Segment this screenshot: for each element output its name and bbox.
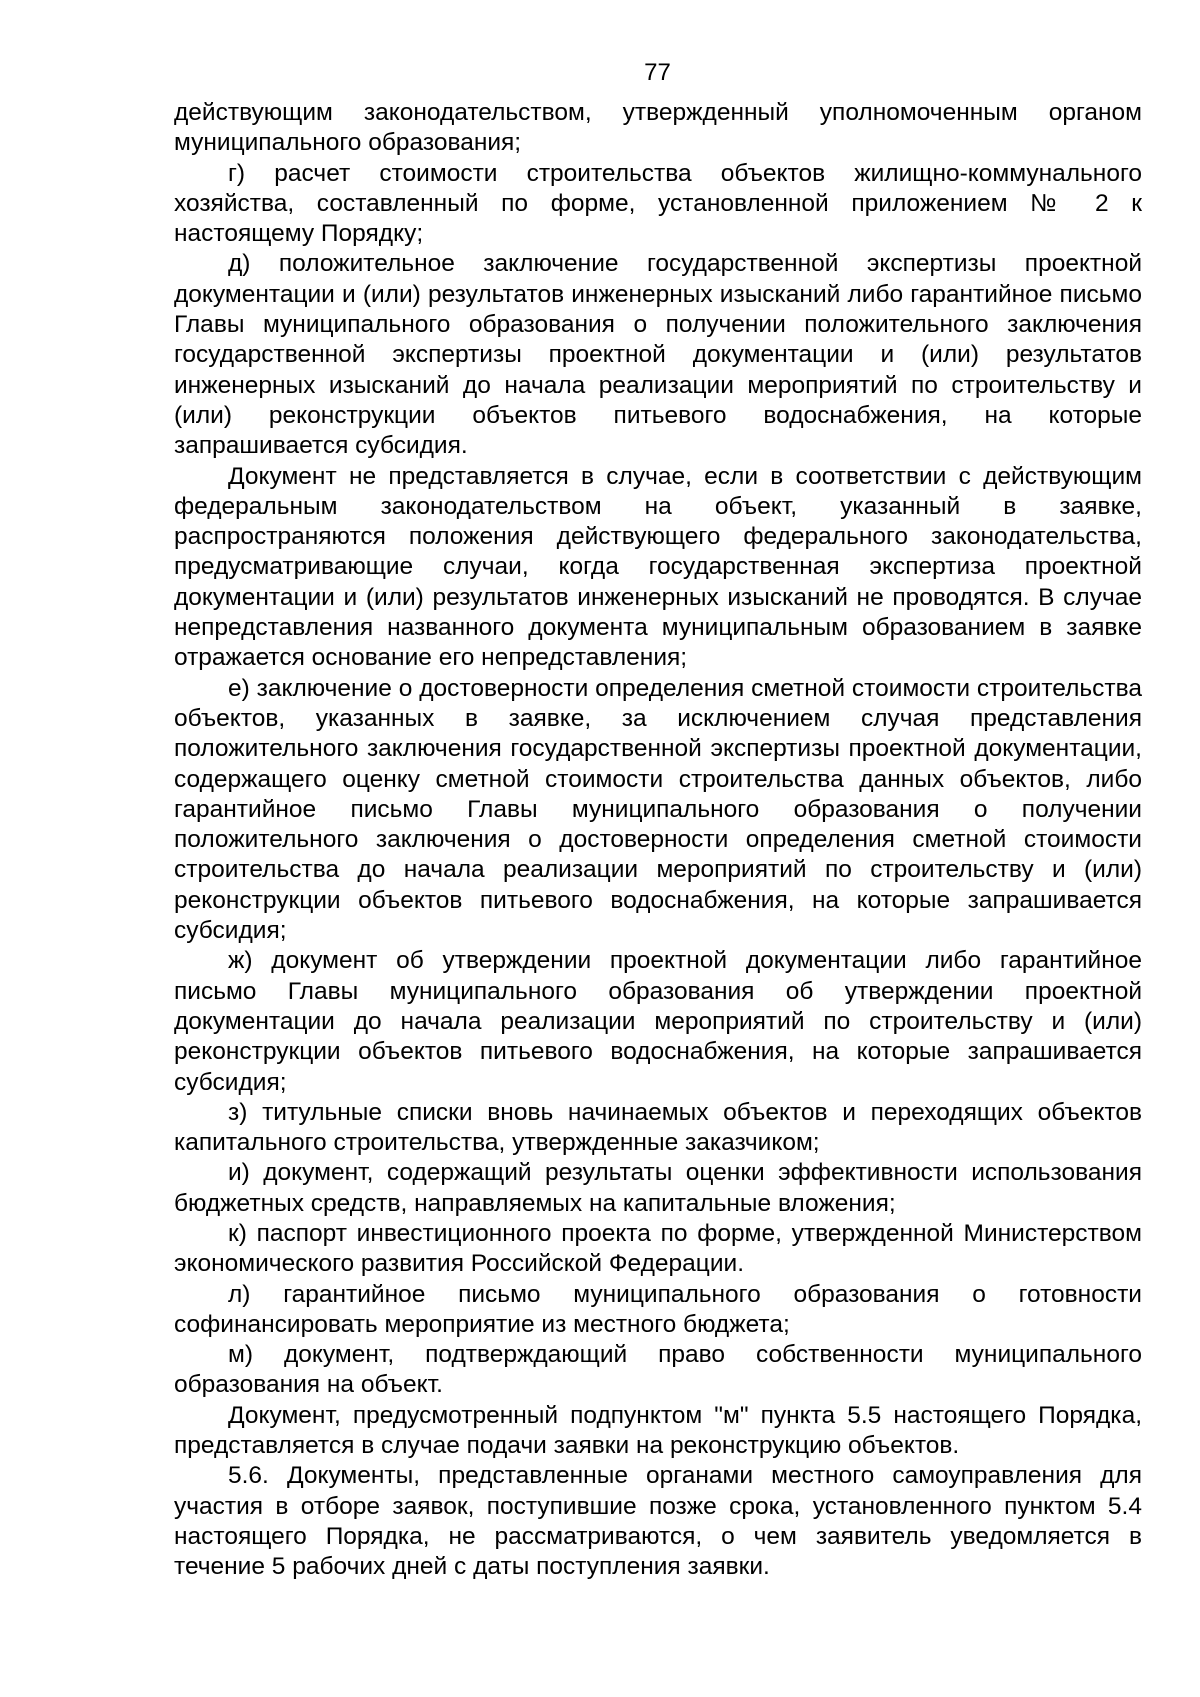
page-number: 77 (644, 59, 671, 86)
paragraph-item-l: л) гарантийное письмо муниципального образования о готовности софинансировать мероприятие из местного бюджета; (174, 1280, 1142, 1338)
paragraph-item-zh: ж) документ об утверждении проектной документации либо гарантийное письмо Главы муниципального образования об утверждении проектной документации до начала реализации мероприятий по строительству и (или) реконструкции объектов питьевого водоснабжения, на которые запрашивается субсидия; (174, 947, 1142, 1096)
paragraph-section-5-6: 5.6. Документы, представленные органами местного самоуправления для участия в отборе заявок, поступившие позже срока, установленного пунктом 5.4 настоящего Порядка, не рассматриваются, о чем заявитель уведомляется в течение 5 рабочих дней с даты поступления заявки. (174, 1462, 1142, 1581)
paragraph-item-g: г) расчет стоимости строительства объектов жилищно-коммунального хозяйства, составленный по форме, установленной приложением № 2 к настоящему Порядку; (174, 159, 1142, 248)
paragraph-item-i: и) документ, содержащий результаты оценки эффективности использования бюджетных средств, направляемых на капитальные вложения; (174, 1159, 1142, 1217)
paragraph-item-k: к) паспорт инвестиционного проекта по форме, утвержденной Министерством экономического развития Российской Федерации. (174, 1219, 1142, 1278)
paragraph-item-e: е) заключение о достоверности определения сметной стоимости строительства объектов, указанных в заявке, за исключением случая представления положительного заключения государственной экспертизы проектной документации, содержащего оценку сметной стоимости строительства данных объектов, либо гарантийное письмо Главы муниципального образования о получении положительного заключения о достоверности определения сметной стоимости строительства до начала реализации мероприятий по строительству и (или) реконструкции объектов питьевого водоснабжения, на которые запрашивается субсидия; (174, 674, 1142, 945)
document-body (174, 98, 1142, 1583)
paragraph-item-z: з) титульные списки вновь начинаемых объектов и переходящих объектов капитального строительства, утвержденные заказчиком; (174, 1098, 1142, 1157)
paragraph-item-m-note: Документ, предусмотренный подпунктом "м" пункта 5.5 настоящего Порядка, представляется в случае подачи заявки на реконструкцию объектов. (174, 1401, 1142, 1460)
paragraph-item-m: м) документ, подтверждающий право собственности муниципального образования на объект. (174, 1341, 1142, 1399)
paragraph-document-note: Документ не представляется в случае, если в соответствии с действующим федеральным законодательством на объект, указанный в заявке, распространяются положения действующего федерального законодательства, предусматривающие случаи, когда государственная экспертиза проектной документации и (или) результатов инженерных изысканий не проводятся. В случае непредставления названного документа муниципальным образованием в заявке отражается основание его непредставления; (174, 462, 1142, 672)
paragraph-item-d: д) положительное заключение государственной экспертизы проектной документации и (или) результатов инженерных изысканий либо гарантийное письмо Главы муниципального образования о получении положительного заключения государственной экспертизы проектной документации и (или) результатов инженерных изысканий до начала реализации мероприятий по строительству и (или) реконструкции объектов питьевого водоснабжения, на которые запрашивается субсидия. (174, 250, 1142, 460)
paragraph-continuation: действующим законодательством, утвержденный уполномоченным органом муниципального образования; (174, 99, 1142, 157)
